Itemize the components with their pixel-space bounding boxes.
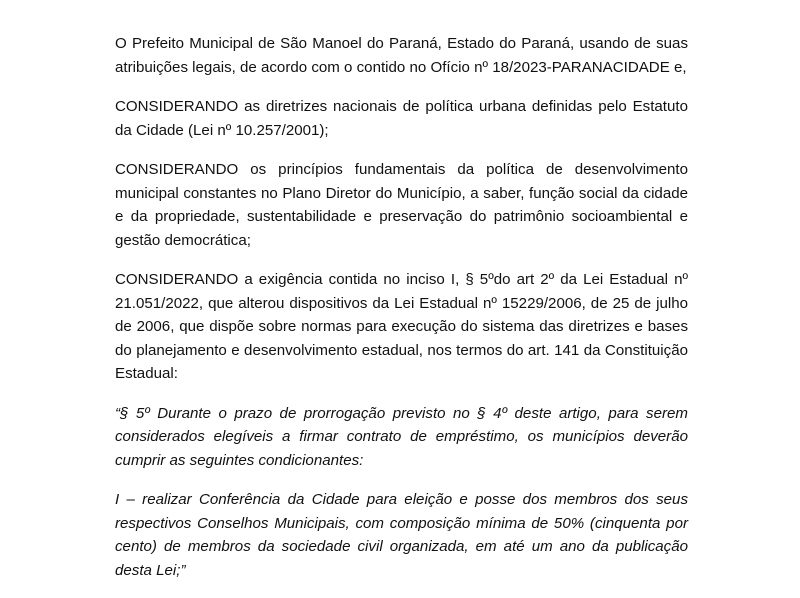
considerando-lei-estadual-paragraph: CONSIDERANDO a exigência contida no inciso I, § 5ºdo art 2º da Lei Estadual nº 21.051/2022, que alterou dispositivos da Lei Estadual nº 15229/2006, de 25 de julho de 2006, que dispõe sobre normas para execução do sistema das diretrizes e bases do planejamento e desenvolvimento estadual, nos termos do art. 141 da Constituição Estadual:: [115, 271, 688, 382]
quoted-law-paragraph: “§ 5º Durante o prazo de prorrogação previsto no § 4º deste artigo, para serem considerados elegíveis a firmar contrato de empréstimo, os municípios deverão cumprir as seguintes condicionantes:: [115, 404, 688, 469]
considerando-plano-diretor-paragraph: CONSIDERANDO os princípios fundamentais da política de desenvolvimento municipal constantes no Plano Diretor do Município, a saber, função social da cidade e da propriedade, sustentabilidade e preservação do patrimônio socioambiental e gestão democrática;: [115, 161, 688, 249]
document-page: [115, 32, 688, 598]
quoted-inciso-paragraph: I – realizar Conferência da Cidade para eleição e posse dos membros dos seus respectivos Conselhos Municipais, com composição mínima de 50% (cinquenta por cento) de membros da sociedade civil organizada, em até um ano da publicação desta Lei;”: [115, 491, 688, 579]
considerando-estatuto-paragraph: CONSIDERANDO as diretrizes nacionais de política urbana definidas pelo Estatuto da Cidade (Lei nº 10.257/2001);: [115, 98, 688, 139]
preamble-paragraph: O Prefeito Municipal de São Manoel do Paraná, Estado do Paraná, usando de suas atribuições legais, de acordo com o contido no Ofício nº 18/2023-PARANACIDADE e,: [115, 35, 688, 76]
